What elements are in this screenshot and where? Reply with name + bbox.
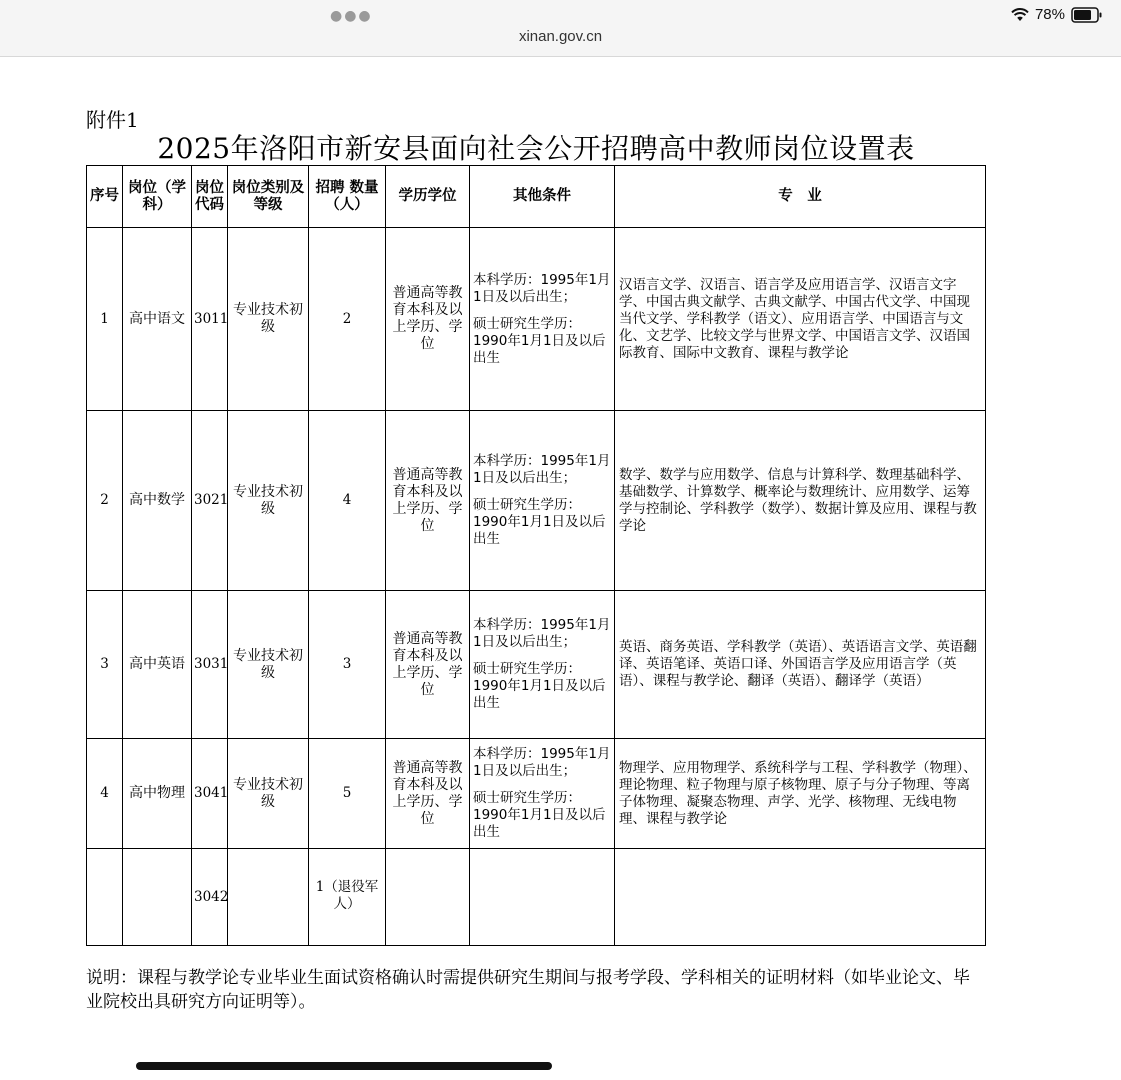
- row-category: 专业技术初级: [228, 591, 309, 739]
- row-code: 3041: [192, 739, 228, 849]
- row-subject: [123, 849, 192, 946]
- table-row: [87, 591, 986, 739]
- row-count: 5: [309, 739, 386, 849]
- row-code: 3031: [192, 591, 228, 739]
- header-code: 岗位代码: [192, 166, 228, 228]
- row-major: [615, 849, 986, 946]
- condition-bachelor: 本科学历：1995年1月1日及以后出生；: [473, 617, 611, 650]
- row-index: 4: [87, 739, 123, 849]
- row-index: [87, 849, 123, 946]
- row-category: 专业技术初级: [228, 228, 309, 411]
- row-count: 4: [309, 411, 386, 591]
- header-index: 序号: [87, 166, 123, 228]
- row-conditions: [470, 591, 615, 739]
- home-indicator[interactable]: [136, 1062, 552, 1070]
- row-code: 3042: [192, 849, 228, 946]
- row-count: 2: [309, 228, 386, 411]
- header-conditions: 其他条件: [470, 166, 615, 228]
- condition-bachelor: 本科学历：1995年1月1日及以后出生；: [473, 453, 611, 486]
- table-row: [87, 411, 986, 591]
- row-major: 物理学、应用物理学、系统科学与工程、学科教学（物理）、理论物理、粒子物理与原子核物理、原子与分子物理、等离子体物理、凝聚态物理、声学、光学、核物理、无线电物理、课程与教学论: [615, 739, 986, 849]
- row-education: 普通高等教育本科及以上学历、学位: [386, 411, 470, 591]
- condition-master: 硕士研究生学历：1990年1月1日及以后出生: [473, 497, 606, 547]
- condition-master: 硕士研究生学历：1990年1月1日及以后出生: [473, 661, 606, 711]
- footnote: 说明：课程与教学论专业毕业生面试资格确认时需提供研究生期间与报考学段、学科相关的证明材料（如毕业论文、毕业院校出具研究方向证明等）。: [86, 968, 970, 1012]
- row-education: 普通高等教育本科及以上学历、学位: [386, 591, 470, 739]
- row-subject: 高中物理: [123, 739, 192, 849]
- positions-table: [86, 165, 986, 946]
- table-row: [87, 849, 986, 946]
- row-conditions: [470, 228, 615, 411]
- row-code: 3011: [192, 228, 228, 411]
- row-index: 3: [87, 591, 123, 739]
- row-category: 专业技术初级: [228, 739, 309, 849]
- row-index: 1: [87, 228, 123, 411]
- row-conditions: [470, 411, 615, 591]
- table-header-row: [87, 166, 986, 228]
- attachment-label: 附件1: [86, 108, 139, 132]
- row-code: 3021: [192, 411, 228, 591]
- row-count: 1（退役军人）: [309, 849, 386, 946]
- table-row: [87, 739, 986, 849]
- row-education: 普通高等教育本科及以上学历、学位: [386, 739, 470, 849]
- battery-percent: 78%: [1034, 6, 1065, 23]
- header-subject: 岗位（学科）: [123, 166, 192, 228]
- row-subject: 高中数学: [123, 411, 192, 591]
- row-subject: 高中英语: [123, 591, 192, 739]
- row-major: 数学、数学与应用数学、信息与计算科学、数理基础科学、基础数学、计算数学、概率论与数理统计、应用数学、运筹学与控制论、学科教学（数学）、数据计算及应用、课程与教学论: [615, 411, 986, 591]
- row-subject: 高中语文: [123, 228, 192, 411]
- row-education: 普通高等教育本科及以上学历、学位: [386, 228, 470, 411]
- condition-bachelor: 本科学历：1995年1月1日及以后出生；: [473, 746, 611, 779]
- header-count: 招聘 数量（人）: [309, 166, 386, 228]
- status-bar: [1011, 6, 1103, 23]
- browser-bar: [0, 0, 1121, 57]
- header-category: 岗位类别及等级: [228, 166, 309, 228]
- url-address[interactable]: xinan.gov.cn: [518, 28, 603, 45]
- page-title: 2025年洛阳市新安县面向社会公开招聘高中教师岗位设置表: [157, 132, 915, 165]
- row-major: 英语、商务英语、学科教学（英语）、英语语言文学、英语翻译、英语笔译、英语口译、外国语言学及应用语言学（英语）、课程与教学论、翻译（英语）、翻译学（英语）: [615, 591, 986, 739]
- wifi-icon: [1011, 8, 1029, 22]
- row-category: [228, 849, 309, 946]
- row-category: 专业技术初级: [228, 411, 309, 591]
- row-index: 2: [87, 411, 123, 591]
- condition-bachelor: 本科学历：1995年1月1日及以后出生；: [473, 271, 611, 305]
- header-major: 专 业: [615, 166, 986, 228]
- row-count: 3: [309, 591, 386, 739]
- table-row: [87, 228, 986, 411]
- row-conditions: [470, 739, 615, 849]
- condition-master: 硕士研究生学历：1990年1月1日及以后出生: [473, 790, 606, 840]
- row-major: 汉语言文学、汉语言、语言学及应用语言学、汉语言文字学、中国古典文献学、古典文献学、中国古代文学、中国现当代文学、学科教学（语文）、应用语言学、中国语言与文化、文艺学、比较文学与世界文学、中国语言文学、汉语国际教育、国际中文教育、课程与教学论: [615, 228, 986, 411]
- more-dots-icon[interactable]: ●●●: [330, 8, 373, 24]
- row-education: [386, 849, 470, 946]
- condition-master: 硕士研究生学历：1990年1月1日及以后出生: [473, 315, 606, 366]
- header-education: 学历学位: [386, 166, 470, 228]
- battery-icon: [1071, 7, 1103, 23]
- row-conditions: [470, 849, 615, 946]
